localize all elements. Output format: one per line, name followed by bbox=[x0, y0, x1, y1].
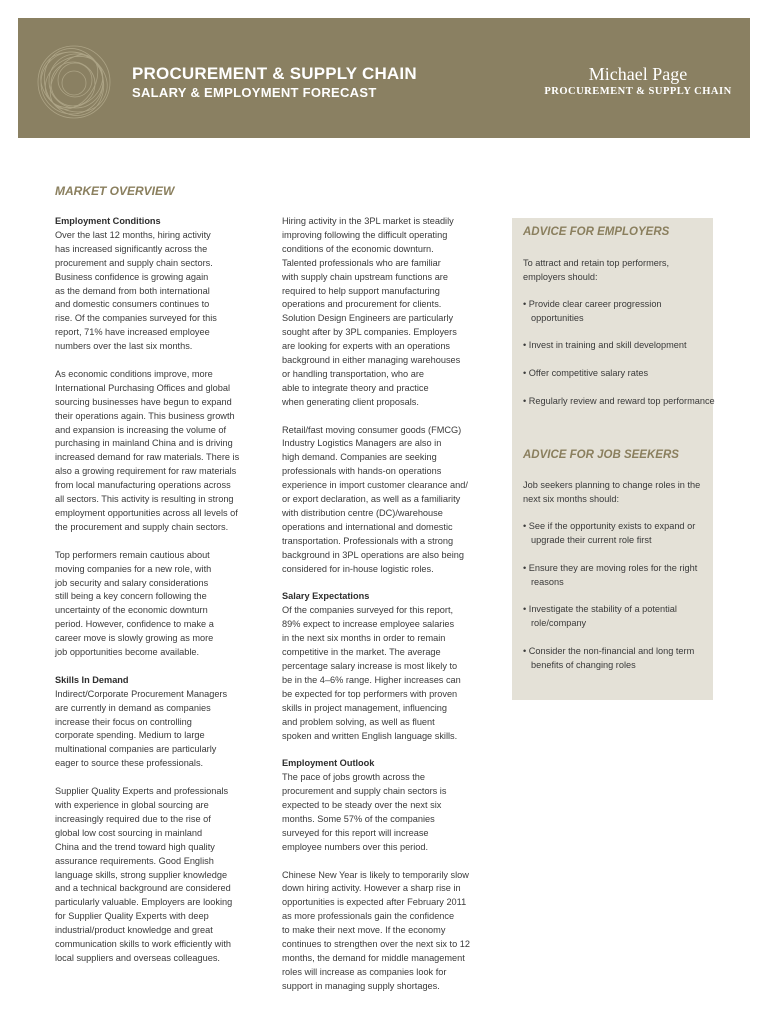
text-line: support in managing supply shortages. bbox=[282, 980, 440, 991]
text-line: corporate spending. Medium to large bbox=[55, 730, 205, 741]
text-line: or handling transportation, who are bbox=[282, 368, 424, 379]
text-line: Indirect/Corporate Procurement Managers bbox=[55, 688, 228, 699]
text-line: roles will increase as companies look for bbox=[282, 966, 447, 977]
text-line: and domestic consumers continues to bbox=[55, 299, 210, 310]
text-line: uncertainty of the economic downturn bbox=[55, 605, 208, 616]
bullet-item: • Ensure they are moving roles for the right reasons bbox=[523, 563, 698, 587]
bullet-item: • Regularly review and reward top performance bbox=[523, 396, 715, 406]
text-line: Chinese New Year is likely to temporarily slow bbox=[282, 869, 469, 880]
text-line: language skills, strong supplier knowledge bbox=[55, 869, 228, 880]
header-banner bbox=[18, 18, 750, 138]
text-line: with supply chain upstream functions are bbox=[282, 271, 448, 282]
text-line: or export declaration, as well as a familiarity bbox=[282, 494, 461, 505]
text-line: rise. Of the companies surveyed for this bbox=[55, 313, 217, 324]
text-line: The pace of jobs growth across the bbox=[282, 772, 425, 783]
text-line: has increased significantly across the bbox=[55, 243, 208, 254]
text-line: competitive in the market. The average bbox=[282, 647, 441, 658]
text-line: Supplier Quality Experts and professionals bbox=[55, 786, 229, 797]
text-line: Of the companies surveyed for this report, bbox=[282, 605, 454, 616]
text-line: local suppliers and overseas colleagues. bbox=[55, 952, 220, 963]
text-line: also a growing requirement for raw materials bbox=[55, 466, 237, 477]
text-line: Talented professionals who are familiar bbox=[282, 257, 441, 268]
paragraph bbox=[282, 869, 497, 994]
text-line: are looking for experts with an operations bbox=[282, 341, 451, 352]
text-line: still being a key concern following the bbox=[55, 591, 207, 602]
text-line: experience in import customer clearance and/ bbox=[282, 480, 468, 491]
text-line: to make their next move. If the economy bbox=[282, 925, 446, 936]
text-line: International Purchasing Offices and global bbox=[55, 382, 231, 393]
page-subtitle: SALARY & EMPLOYMENT FORECAST bbox=[132, 85, 377, 100]
text-line: required to help support manufacturing bbox=[282, 285, 440, 296]
text-line: sought after by 3PL companies. Employers bbox=[282, 327, 457, 338]
text-line: as the demand from both international bbox=[55, 285, 210, 296]
text-line: job opportunities become available. bbox=[55, 647, 200, 658]
text-line: moving companies for a new role, with bbox=[55, 563, 212, 574]
text-line: 89% expect to increase employee salaries bbox=[282, 619, 455, 630]
text-line: eager to source these professionals. bbox=[55, 758, 204, 769]
paragraph bbox=[55, 549, 260, 660]
text-line: professionals with hands-on operations bbox=[282, 466, 442, 477]
text-line: procurement and supply chain sectors is bbox=[282, 786, 447, 797]
text-line: and problem solving, as well as fluent bbox=[282, 716, 435, 727]
text-line: period. However, confidence to make a bbox=[55, 619, 214, 630]
text-line: percentage salary increase is most likely to bbox=[282, 660, 458, 671]
sidebar-title-job-seekers: ADVICE FOR JOB SEEKERS bbox=[523, 449, 679, 461]
text-line: Retail/fast moving consumer goods (FMCG) bbox=[282, 424, 462, 435]
text-line: continues to strengthen over the next six to 12 bbox=[282, 939, 470, 950]
brand-subtitle: PROCUREMENT & SUPPLY CHAIN bbox=[544, 86, 732, 97]
document-page bbox=[18, 18, 750, 1024]
text-line: Industry Logistics Managers are also in bbox=[282, 438, 442, 449]
text-line: China and the trend toward high quality bbox=[55, 841, 215, 852]
paragraph bbox=[55, 688, 260, 771]
bullet-item: • See if the opportunity exists to expand or upgrade their current role first bbox=[523, 521, 696, 545]
text-line: and expansion is increasing the volume of bbox=[55, 424, 227, 435]
text-line: months, the demand for middle management bbox=[282, 952, 465, 963]
advice-sidebar bbox=[512, 218, 713, 700]
text-line: global low cost sourcing in mainland bbox=[55, 827, 203, 838]
text-line: are currently in demand as companies bbox=[55, 702, 211, 713]
text-line: from local manufacturing operations across bbox=[55, 480, 231, 491]
text-line: be in the 4–6% range. Higher increases can bbox=[282, 674, 461, 685]
text-line: particularly valuable. Employers are looking bbox=[55, 897, 233, 908]
text-line: spoken and written English language skills. bbox=[282, 730, 458, 741]
text-line: background in either managing warehouses bbox=[282, 355, 461, 366]
text-line: in the next six months in order to remain bbox=[282, 633, 446, 644]
subheading-skills-in-demand: Skills In Demand bbox=[55, 674, 129, 685]
text-line: all sectors. This activity is resulting in strong bbox=[55, 494, 234, 505]
text-line: considered for in-house logistic roles. bbox=[282, 563, 434, 574]
text-line: improving following the difficult operating bbox=[282, 229, 448, 240]
bullet-item: • Investigate the stability of a potential role/company bbox=[523, 604, 677, 628]
text-line: increase their focus on controlling bbox=[55, 716, 192, 727]
paragraph bbox=[282, 424, 497, 577]
brand-name: Michael Page bbox=[588, 64, 688, 84]
text-line: multinational companies are particularly bbox=[55, 744, 217, 755]
text-line: be expected for top performers with proven bbox=[282, 688, 458, 699]
bullet-item: • Consider the non-financial and long term benefits of changing roles bbox=[523, 646, 695, 670]
text-line: months. Some 57% of the companies bbox=[282, 813, 435, 824]
text-line: operations and international and domestic bbox=[282, 521, 453, 532]
text-line: with distribution centre (DC)/warehouse bbox=[282, 508, 443, 519]
text-line: sourcing businesses have begun to expand bbox=[55, 396, 232, 407]
text-line: career move is slowly growing as more bbox=[55, 633, 214, 644]
section-title: MARKET OVERVIEW bbox=[55, 184, 175, 198]
paragraph bbox=[282, 215, 497, 410]
text-line: opportunities is expected after February 2011 bbox=[282, 897, 467, 908]
page-title: PROCUREMENT & SUPPLY CHAIN bbox=[132, 64, 417, 83]
text-line: Over the last 12 months, hiring activity bbox=[55, 229, 211, 240]
text-line: job security and salary considerations bbox=[55, 577, 209, 588]
text-line: increased demand for raw materials. There is bbox=[55, 452, 240, 463]
text-line: purchasing in mainland China and is driving bbox=[55, 438, 233, 449]
text-line: numbers over the last six months. bbox=[55, 341, 193, 352]
sidebar-intro-job-seekers: Job seekers planning to change roles in the next six months should: bbox=[523, 480, 701, 504]
text-line: Top performers remain cautious about bbox=[55, 549, 210, 560]
bullet-item: • Invest in training and skill development bbox=[523, 340, 687, 350]
text-line: expected to be steady over the next six bbox=[282, 800, 442, 811]
text-line: for Supplier Quality Experts with deep bbox=[55, 911, 209, 922]
text-line: skills in project management, influencing bbox=[282, 702, 447, 713]
text-line: able to integrate theory and practice bbox=[282, 382, 429, 393]
text-line: conditions of the economic downturn. bbox=[282, 243, 434, 254]
paragraph bbox=[282, 604, 497, 743]
text-line: communication skills to work efficiently with bbox=[55, 939, 231, 950]
text-line: with experience in global sourcing are bbox=[55, 800, 209, 810]
text-line: employment opportunities across all levels of bbox=[55, 508, 238, 519]
text-line: industrial/product knowledge and great bbox=[55, 925, 213, 936]
text-line: procurement and supply chain sectors. bbox=[55, 257, 213, 268]
text-line: assurance requirements. Good English bbox=[55, 855, 214, 866]
paragraph bbox=[55, 368, 260, 535]
text-line: the procurement and supply chain sectors. bbox=[55, 521, 229, 532]
bullet-item: • Provide clear career progression opportunities bbox=[523, 299, 662, 323]
paragraph bbox=[55, 229, 260, 354]
subheading-employment-outlook: Employment Outlook bbox=[282, 758, 375, 769]
text-line: surveyed for this report will increase bbox=[282, 827, 429, 838]
text-column-2 bbox=[282, 215, 497, 994]
text-line: high demand. Companies are seeking bbox=[282, 452, 437, 463]
paragraph bbox=[55, 785, 260, 966]
sidebar-intro-employers: To attract and retain top performers, employers should: bbox=[523, 258, 670, 282]
text-line: operations and procurement for clients. bbox=[282, 299, 442, 310]
subheading-employment-conditions: Employment Conditions bbox=[55, 216, 161, 226]
paragraph bbox=[282, 771, 497, 854]
text-line: Hiring activity in the 3PL market is steadily bbox=[282, 216, 454, 226]
text-line: report, 71% have increased employee bbox=[55, 327, 210, 338]
subheading-salary-expectations: Salary Expectations bbox=[282, 591, 370, 602]
text-line: down hiring activity. However a sharp rise in bbox=[282, 883, 461, 894]
text-line: Business confidence is growing again bbox=[55, 271, 209, 282]
bullet-item: • Offer competitive salary rates bbox=[523, 368, 649, 378]
text-line: and a technical background are considered bbox=[55, 883, 231, 894]
text-column-1 bbox=[55, 215, 260, 966]
text-line: background in 3PL operations are also being bbox=[282, 549, 465, 560]
text-line: Solution Design Engineers are particularly bbox=[282, 313, 454, 324]
text-line: employee numbers over this period. bbox=[282, 841, 429, 852]
text-line: their operations again. This business growth bbox=[55, 410, 235, 421]
text-line: when generating client proposals. bbox=[282, 396, 419, 407]
sidebar-title-employers: ADVICE FOR EMPLOYERS bbox=[523, 226, 670, 238]
text-line: As economic conditions improve, more bbox=[55, 368, 213, 379]
swirl-logo-icon bbox=[34, 42, 114, 122]
text-line: as more professionals gain the confidence bbox=[282, 911, 455, 922]
text-line: increasingly required due to the rise of bbox=[55, 813, 211, 824]
text-line: transportation. Professionals with a strong bbox=[282, 535, 454, 546]
